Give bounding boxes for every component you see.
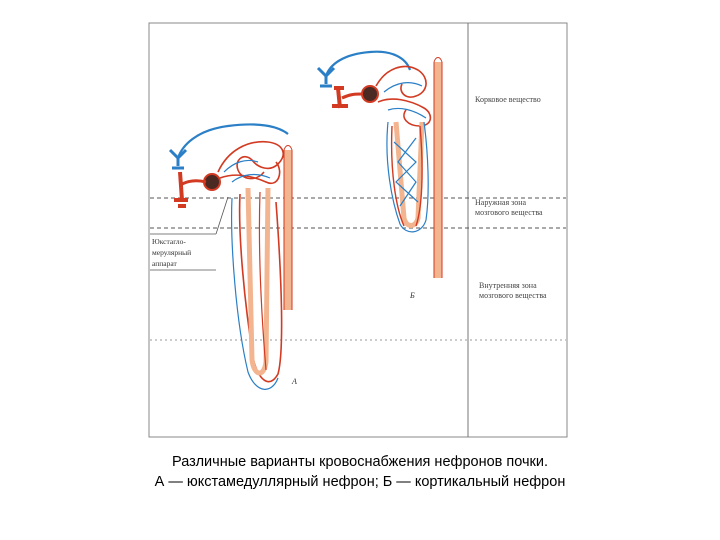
kidney-nephron-diagram (148, 22, 568, 442)
nephron-b-glomerulus (362, 86, 378, 102)
nephron-a-letter: A (292, 377, 297, 386)
nephron-a-glomerulus (204, 174, 220, 190)
zone-label-outer-medulla-1: Наружная зона (475, 198, 527, 207)
nephron-b-letter: Б (410, 291, 415, 300)
jga-label-1: Юкстагло- (152, 237, 186, 246)
jga-label-2: мерулярный (152, 248, 192, 257)
figure-caption (60, 452, 660, 492)
zone-label-outer-medulla-2: мозгового вещества (475, 208, 543, 217)
caption-line-1: Различные варианты кровоснабжения нефронов почки. (172, 454, 548, 470)
figure-frame (149, 23, 567, 437)
diagram-canvas (148, 22, 568, 442)
zone-label-inner-medulla-1: Внутренняя зона (479, 281, 537, 290)
jga-label-3: аппарат (152, 259, 177, 268)
zone-label-cortex: Корковое вещество (475, 95, 541, 104)
zone-label-inner-medulla-2: мозгового вещества (479, 291, 547, 300)
caption-line-2: А — юкстамедуллярный нефрон; Б — кортикальный нефрон (154, 474, 566, 490)
